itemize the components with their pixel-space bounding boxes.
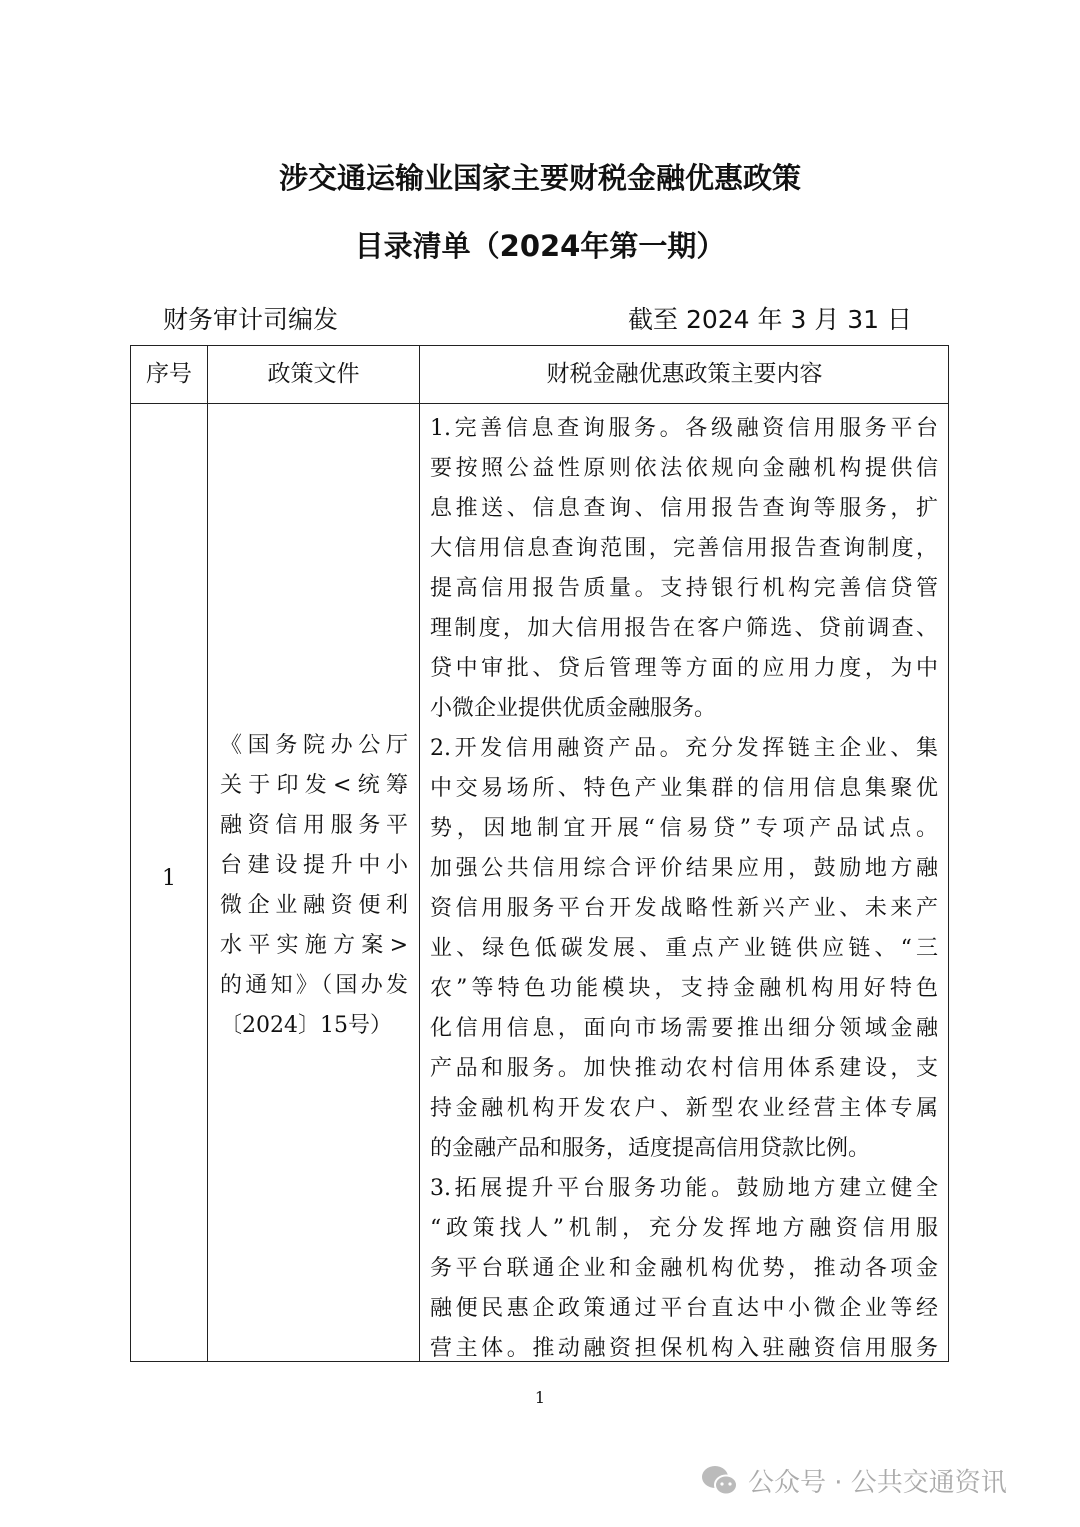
wechat-icon bbox=[700, 1464, 740, 1498]
watermark-text: 公众号 · 公共交通资讯 bbox=[748, 1468, 1007, 1498]
content-line: 小微企业提供优质金融服务。 bbox=[430, 696, 717, 721]
content-line: 务平台联通企业和金融机构优势，推动各项金 bbox=[430, 1256, 938, 1281]
content-line: 贷中审批、贷后管理等方面的应用力度，为中 bbox=[430, 656, 938, 681]
row-index: 1 bbox=[162, 866, 176, 891]
title-line-1: 涉交通运输业国家主要财税金融优惠政策 bbox=[278, 161, 801, 195]
content-line: 的金融产品和服务，适度提高信用贷款比例。 bbox=[430, 1136, 871, 1161]
content-line: 业、绿色低碳发展、重点产业链供应链、“三 bbox=[430, 936, 938, 961]
page-number: 1 bbox=[534, 1388, 546, 1407]
content-line: 1.完善信息查询服务。各级融资信用服务平台 bbox=[430, 416, 938, 441]
content-line: 营主体。推动融资担保机构入驻融资信用服务 bbox=[430, 1336, 938, 1361]
content-line: 中交易场所、特色产业集群的信用信息集聚优 bbox=[430, 776, 938, 801]
content-line: 融便民惠企政策通过平台直达中小微企业等经 bbox=[430, 1296, 938, 1321]
title-line-2: 目录清单（2024年第一期） bbox=[354, 229, 726, 263]
header-content: 财税金融优惠政策主要内容 bbox=[546, 361, 823, 387]
policy-document bbox=[220, 726, 408, 1046]
content-line: 资信用服务平台开发战略性新兴产业、未来产 bbox=[430, 896, 938, 921]
content-line: 产品和服务。加快推动农村信用体系建设，支 bbox=[430, 1056, 938, 1081]
content-line: 化信用信息，面向市场需要推出细分领域金融 bbox=[430, 1016, 938, 1041]
content-line: 农”等特色功能模块，支持金融机构用好特色 bbox=[430, 976, 938, 1001]
content-line: 息推送、信息查询、信用报告查询等服务，扩 bbox=[430, 496, 938, 521]
content-line: 大信用信息查询范围，完善信用报告查询制度， bbox=[430, 536, 938, 561]
header-index: 序号 bbox=[146, 361, 192, 387]
content-line: 提高信用报告质量。支持银行机构完善信贷管 bbox=[430, 576, 938, 601]
content-line: “政策找人”机制，充分发挥地方融资信用服 bbox=[430, 1216, 938, 1241]
as-of-date: 截至 2024 年 3 月 31 日 bbox=[628, 305, 913, 334]
content-line: 理制度，加大信用报告在客户筛选、贷前调查、 bbox=[430, 616, 938, 641]
policy-content bbox=[430, 409, 938, 1369]
policy-table bbox=[130, 345, 949, 1362]
content-line: 要按照公益性原则依法依规向金融机构提供信 bbox=[430, 456, 938, 481]
content-line: 2.开发信用融资产品。充分发挥链主企业、集 bbox=[430, 736, 938, 761]
document-line: 融资信用服务平 bbox=[220, 813, 408, 838]
watermark bbox=[700, 1462, 1007, 1499]
content-line: 3.拓展提升平台服务功能。鼓励地方建立健全 bbox=[430, 1176, 938, 1201]
document-line: 台建设提升中小 bbox=[220, 853, 408, 878]
document-line: 关于印发<统筹 bbox=[220, 773, 408, 798]
issuer: 财务审计司编发 bbox=[163, 305, 339, 334]
document-line: 《国务院办公厅 bbox=[220, 733, 408, 758]
document-line: 水平实施方案> bbox=[220, 933, 408, 958]
header-document: 政策文件 bbox=[267, 361, 360, 387]
content-line: 持金融机构开发农户、新型农业经营主体专属 bbox=[430, 1096, 938, 1121]
content-line: 加强公共信用综合评价结果应用，鼓励地方融 bbox=[430, 856, 938, 881]
content-line: 势，因地制宜开展“信易贷”专项产品试点。 bbox=[430, 816, 938, 841]
document-line: 〔2024〕15号） bbox=[220, 1013, 392, 1038]
document-line: 微企业融资便利 bbox=[220, 893, 408, 918]
document-line: 的通知》（国办发 bbox=[220, 973, 408, 998]
